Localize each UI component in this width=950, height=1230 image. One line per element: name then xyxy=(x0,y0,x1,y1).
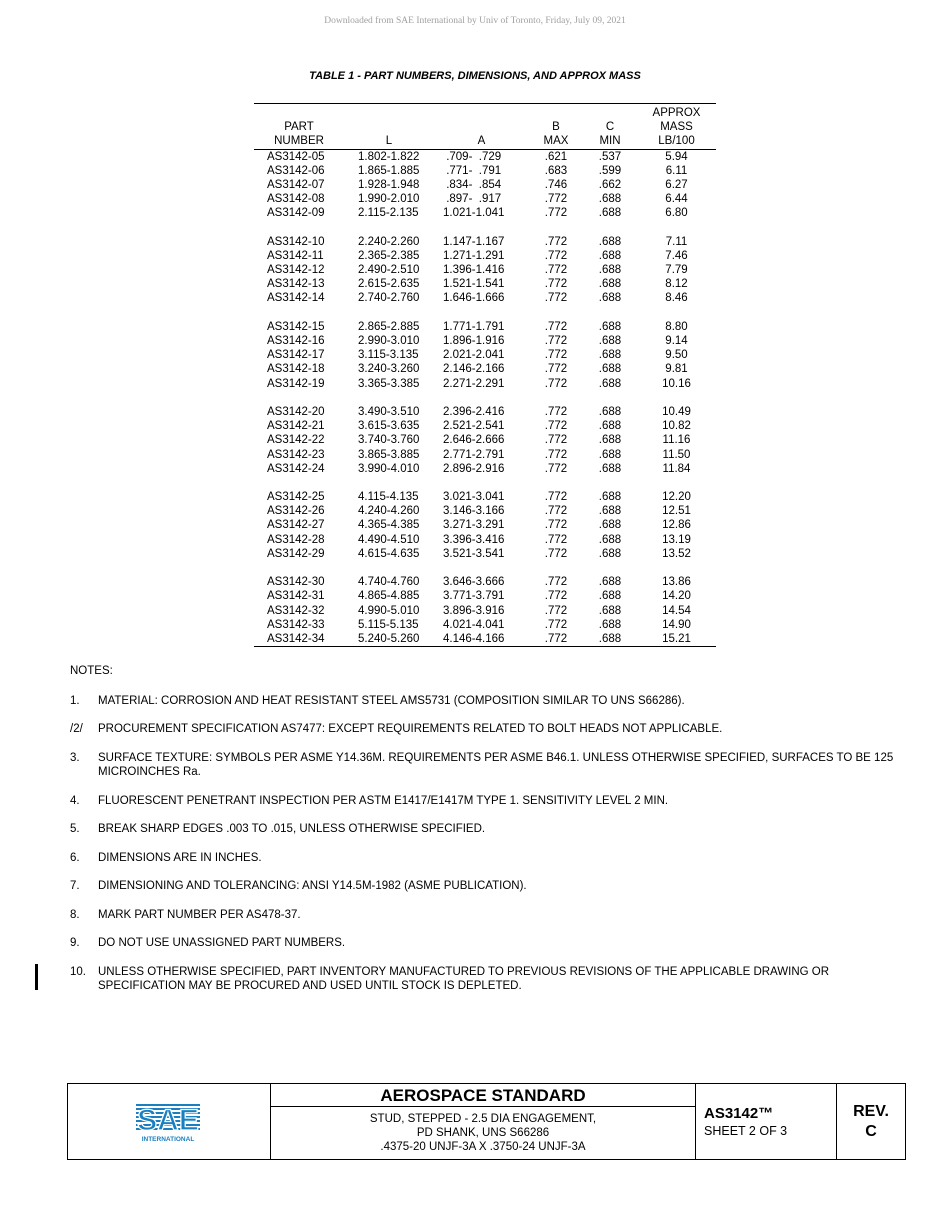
cell-a: 1.646-1.666 xyxy=(443,292,505,305)
cell-c-min: .662 xyxy=(598,178,622,191)
cell-a: 2.771-2.791 xyxy=(443,448,505,461)
cell-b-max: .772 xyxy=(544,278,568,291)
cell-approx-mass: 8.46 xyxy=(665,292,688,305)
cell-b-max: .772 xyxy=(544,491,568,504)
note-item xyxy=(70,965,900,994)
cell-part-number: AS3142-16 xyxy=(267,335,325,348)
cell-c-min: .688 xyxy=(598,462,622,475)
table-row xyxy=(254,589,716,603)
cell-c-min: .688 xyxy=(598,618,622,631)
cell-c-min: .688 xyxy=(598,249,622,262)
cell-approx-mass: 7.79 xyxy=(665,264,688,277)
note-text: DO NOT USE UNASSIGNED PART NUMBERS. xyxy=(98,937,346,949)
cell-l: 2.615-2.635 xyxy=(358,278,420,291)
note-item xyxy=(70,694,900,709)
cell-l: 3.365-3.385 xyxy=(358,377,420,390)
table-row xyxy=(254,419,716,433)
cell-l: 1.802-1.822 xyxy=(358,150,420,163)
cell-a: 2.521-2.541 xyxy=(443,420,505,433)
table-row xyxy=(254,164,716,178)
sae-logo-text: SAE xyxy=(137,1103,199,1137)
cell-part-number: AS3142-20 xyxy=(267,405,325,418)
cell-c-min: .688 xyxy=(598,363,622,376)
cell-c-min: .688 xyxy=(598,576,622,589)
cell-c-min: .688 xyxy=(598,207,622,220)
cell-b-max: .772 xyxy=(544,533,568,546)
cell-b-max: .621 xyxy=(544,150,568,163)
table-header xyxy=(254,104,716,150)
cell-a: 2.646-2.666 xyxy=(443,434,505,447)
table-row xyxy=(254,504,716,518)
cell-l: 3.240-3.260 xyxy=(358,363,420,376)
table-row xyxy=(254,206,716,220)
cell-approx-mass: 14.54 xyxy=(662,604,691,617)
cell-c-min: .688 xyxy=(598,264,622,277)
cell-a: 2.396-2.416 xyxy=(443,405,505,418)
cell-part-number: AS3142-08 xyxy=(267,193,325,206)
cell-c-min: .599 xyxy=(598,164,622,177)
cell-a: .897- .917 xyxy=(443,193,502,206)
cell-l: 1.990-2.010 xyxy=(358,193,420,206)
cell-approx-mass: 7.46 xyxy=(665,249,688,262)
cell-b-max: .772 xyxy=(544,207,568,220)
cell-c-min: .688 xyxy=(598,278,622,291)
cell-b-max: .772 xyxy=(544,349,568,362)
description-line: STUD, STEPPED - 2.5 DIA ENGAGEMENT, xyxy=(369,1113,597,1125)
header-approx-mass: APPROX MASS LB/100 xyxy=(652,107,701,148)
title-middle xyxy=(271,1084,696,1159)
cell-b-max: .772 xyxy=(544,547,568,560)
document-number: AS3142™ xyxy=(704,1105,774,1122)
table-row xyxy=(254,192,716,206)
cell-approx-mass: 6.44 xyxy=(665,193,688,206)
cell-a: 4.021-4.041 xyxy=(443,618,505,631)
sae-logo xyxy=(68,1084,271,1159)
cell-a: 1.521-1.541 xyxy=(443,278,505,291)
cell-part-number: AS3142-06 xyxy=(267,164,325,177)
standard-title: AEROSPACE STANDARD xyxy=(271,1084,695,1107)
cell-l: 4.740-4.760 xyxy=(358,576,420,589)
cell-a: 1.896-1.916 xyxy=(443,335,505,348)
cell-a: 1.147-1.167 xyxy=(443,235,505,248)
cell-b-max: .772 xyxy=(544,590,568,603)
cell-approx-mass: 11.50 xyxy=(662,448,691,461)
note-item xyxy=(70,879,900,894)
cell-l: 4.865-4.885 xyxy=(358,590,420,603)
cell-b-max: .772 xyxy=(544,377,568,390)
note-text: MARK PART NUMBER PER AS478-37. xyxy=(98,908,301,921)
cell-approx-mass: 6.11 xyxy=(665,164,688,177)
cell-b-max: .772 xyxy=(544,618,568,631)
cell-a: 3.146-3.166 xyxy=(443,505,505,518)
cell-c-min: .688 xyxy=(598,320,622,333)
cell-c-min: .688 xyxy=(598,491,622,504)
cell-l: 4.240-4.260 xyxy=(358,505,420,518)
cell-approx-mass: 11.84 xyxy=(662,462,691,475)
note-item xyxy=(70,851,900,866)
cell-l: 1.928-1.948 xyxy=(358,178,420,191)
cell-b-max: .772 xyxy=(544,505,568,518)
table-title: TABLE 1 - PART NUMBERS, DIMENSIONS, AND APPROX MASS xyxy=(309,70,641,82)
note-item xyxy=(70,908,900,923)
table-row xyxy=(254,235,716,249)
cell-part-number: AS3142-18 xyxy=(267,363,325,376)
cell-b-max: .772 xyxy=(544,576,568,589)
cell-part-number: AS3142-32 xyxy=(267,604,325,617)
cell-b-max: .772 xyxy=(544,604,568,617)
table-row xyxy=(254,263,716,277)
cell-l: 3.990-4.010 xyxy=(358,462,420,475)
cell-approx-mass: 14.90 xyxy=(662,618,691,631)
revision-change-bar xyxy=(35,964,38,990)
cell-part-number: AS3142-29 xyxy=(267,547,325,560)
cell-b-max: .772 xyxy=(544,462,568,475)
description-line: PD SHANK, UNS S66286 xyxy=(416,1127,550,1139)
cell-part-number: AS3142-28 xyxy=(267,533,325,546)
table-body xyxy=(254,150,716,647)
sae-logo-subtext: INTERNATIONAL xyxy=(141,1135,195,1143)
cell-part-number: AS3142-30 xyxy=(267,576,325,589)
cell-b-max: .772 xyxy=(544,249,568,262)
cell-part-number: AS3142-17 xyxy=(267,349,325,362)
cell-part-number: AS3142-33 xyxy=(267,618,325,631)
cell-part-number: AS3142-21 xyxy=(267,420,325,433)
table-row xyxy=(254,377,716,391)
cell-approx-mass: 6.80 xyxy=(665,207,688,220)
cell-a: 1.271-1.291 xyxy=(443,249,505,262)
cell-c-min: .688 xyxy=(598,448,622,461)
cell-part-number: AS3142-25 xyxy=(267,491,325,504)
note-number: 9. xyxy=(70,937,80,949)
cell-b-max: .772 xyxy=(544,320,568,333)
cell-l: 1.865-1.885 xyxy=(358,164,420,177)
cell-b-max: .772 xyxy=(544,448,568,461)
cell-c-min: .688 xyxy=(598,519,622,532)
sheet-number: SHEET 2 OF 3 xyxy=(704,1124,788,1138)
cell-approx-mass: 6.27 xyxy=(665,178,688,191)
table-row xyxy=(254,575,716,589)
table-row xyxy=(254,433,716,447)
title-block xyxy=(67,1083,906,1160)
cell-approx-mass: 12.51 xyxy=(662,505,691,518)
header-c-min: C MIN xyxy=(599,121,621,148)
notes-heading: NOTES: xyxy=(70,665,113,677)
table-row xyxy=(254,533,716,547)
note-item xyxy=(70,936,900,951)
cell-part-number: AS3142-34 xyxy=(267,632,325,645)
cell-part-number: AS3142-13 xyxy=(267,278,325,291)
header-a: A xyxy=(477,135,486,148)
cell-part-number: AS3142-15 xyxy=(267,320,325,333)
cell-l: 3.615-3.635 xyxy=(358,420,420,433)
group-spacer xyxy=(254,306,716,320)
cell-approx-mass: 8.80 xyxy=(665,320,688,333)
note-text: SURFACE TEXTURE: SYMBOLS PER ASME Y14.36M. REQUIREMENTS PER ASME B46.1. UNLESS OTHERWISE SPECIFIED, SURFACES TO BE 125 MICROINCHES Ra. xyxy=(98,751,894,778)
cell-a: 2.896-2.916 xyxy=(443,462,505,475)
cell-l: 2.115-2.135 xyxy=(358,207,419,220)
cell-l: 2.365-2.385 xyxy=(358,249,420,262)
cell-c-min: .688 xyxy=(598,193,622,206)
header-part-number: PART NUMBER xyxy=(274,121,324,148)
cell-c-min: .688 xyxy=(598,533,622,546)
cell-approx-mass: 13.19 xyxy=(662,533,691,546)
table-row xyxy=(254,448,716,462)
note-item xyxy=(70,751,900,780)
cell-part-number: AS3142-24 xyxy=(267,462,325,475)
cell-l: 5.115-5.135 xyxy=(358,618,419,631)
sae-logo-mark xyxy=(134,1100,204,1144)
cell-c-min: .688 xyxy=(598,434,622,447)
revision-value: C xyxy=(865,1122,877,1140)
notes-list xyxy=(70,694,900,994)
cell-a: 3.521-3.541 xyxy=(443,547,505,560)
table-row xyxy=(254,334,716,348)
table-row xyxy=(254,291,716,305)
revision-box xyxy=(837,1084,905,1159)
cell-l: 2.990-3.010 xyxy=(358,335,420,348)
cell-l: 3.865-3.885 xyxy=(358,448,420,461)
table-row xyxy=(254,405,716,419)
cell-l: 4.490-4.510 xyxy=(358,533,420,546)
note-text: BREAK SHARP EDGES .003 TO .015, UNLESS OTHERWISE SPECIFIED. xyxy=(98,823,486,835)
table-row xyxy=(254,518,716,532)
cell-part-number: AS3142-09 xyxy=(267,207,325,220)
cell-a: 3.271-3.291 xyxy=(443,519,505,532)
cell-b-max: .772 xyxy=(544,292,568,305)
cell-a: 3.396-3.416 xyxy=(443,533,505,546)
note-number: 1. xyxy=(70,694,80,707)
cell-a: 2.021-2.041 xyxy=(443,349,505,362)
cell-b-max: .772 xyxy=(544,335,568,348)
cell-c-min: .688 xyxy=(598,349,622,362)
group-spacer xyxy=(254,476,716,490)
table-row xyxy=(254,320,716,334)
table-row xyxy=(254,632,716,646)
cell-part-number: AS3142-12 xyxy=(267,264,325,277)
cell-a: 3.646-3.666 xyxy=(443,576,505,589)
note-number: 4. xyxy=(70,794,80,807)
cell-part-number: AS3142-31 xyxy=(267,590,325,603)
table-row xyxy=(254,462,716,476)
cell-c-min: .688 xyxy=(598,405,622,418)
cell-part-number: AS3142-22 xyxy=(267,434,325,447)
table-row xyxy=(254,490,716,504)
cell-l: 4.365-4.385 xyxy=(358,519,420,532)
notes-section xyxy=(70,664,900,1008)
table-row xyxy=(254,362,716,376)
header-b-max: B MAX xyxy=(543,121,569,148)
table-row xyxy=(254,618,716,632)
cell-a: 1.021-1.041 xyxy=(443,207,505,220)
cell-c-min: .688 xyxy=(598,547,622,560)
cell-b-max: .772 xyxy=(544,519,568,532)
cell-approx-mass: 7.11 xyxy=(665,235,688,248)
cell-l: 2.240-2.260 xyxy=(358,235,420,248)
cell-c-min: .688 xyxy=(598,377,622,390)
cell-l: 2.490-2.510 xyxy=(358,264,420,277)
cell-a: 4.146-4.166 xyxy=(443,632,505,645)
description-line: .4375-20 UNJF-3A X .3750-24 UNJF-3A xyxy=(380,1141,586,1153)
cell-part-number: AS3142-14 xyxy=(267,292,325,305)
table-row xyxy=(254,249,716,263)
cell-b-max: .683 xyxy=(544,164,568,177)
cell-c-min: .688 xyxy=(598,235,622,248)
cell-approx-mass: 9.81 xyxy=(665,363,688,376)
cell-l: 4.990-5.010 xyxy=(358,604,420,617)
cell-approx-mass: 12.86 xyxy=(662,519,691,532)
cell-l: 4.615-4.635 xyxy=(358,547,420,560)
cell-approx-mass: 10.82 xyxy=(662,420,691,433)
cell-c-min: .688 xyxy=(598,604,622,617)
cell-a: 3.771-3.791 xyxy=(443,590,505,603)
cell-a: 2.271-2.291 xyxy=(443,377,505,390)
cell-b-max: .772 xyxy=(544,632,568,645)
note-text: UNLESS OTHERWISE SPECIFIED, PART INVENTORY MANUFACTURED TO PREVIOUS REVISIONS OF THE APPLICABLE DRAWING OR SPECIFICATION MAY BE PROCURED AND USED UNTIL STOCK IS DEPLETED. xyxy=(98,965,830,992)
cell-l: 3.740-3.760 xyxy=(358,434,420,447)
note-number: /2/ xyxy=(70,723,83,735)
note-text: DIMENSIONS ARE IN INCHES. xyxy=(98,851,262,864)
cell-approx-mass: 13.86 xyxy=(662,576,691,589)
note-number: 6. xyxy=(70,851,80,864)
note-text: DIMENSIONING AND TOLERANCING: ANSI Y14.5M-1982 (ASME PUBLICATION). xyxy=(98,880,527,892)
table-row xyxy=(254,150,716,164)
cell-l: 2.740-2.760 xyxy=(358,292,420,305)
document-id xyxy=(696,1084,837,1159)
download-note: Downloaded from SAE International by Univ of Toronto, Friday, July 09, 2021 xyxy=(324,16,626,26)
cell-approx-mass: 5.94 xyxy=(665,150,688,163)
table-row xyxy=(254,547,716,561)
cell-c-min: .688 xyxy=(598,632,622,645)
cell-c-min: .537 xyxy=(598,150,622,163)
cell-b-max: .772 xyxy=(544,193,568,206)
cell-approx-mass: 15.21 xyxy=(662,632,691,645)
note-item xyxy=(70,722,900,737)
cell-l: 4.115-4.135 xyxy=(358,491,419,504)
cell-c-min: .688 xyxy=(598,335,622,348)
note-number: 5. xyxy=(70,823,80,835)
note-number: 3. xyxy=(70,751,80,764)
note-number: 10. xyxy=(70,965,86,978)
cell-b-max: .746 xyxy=(544,178,568,191)
cell-a: 2.146-2.166 xyxy=(443,363,505,376)
cell-l: 5.240-5.260 xyxy=(358,632,420,645)
cell-approx-mass: 9.14 xyxy=(665,335,688,348)
cell-a: .709- .729 xyxy=(443,150,502,163)
revision-label: REV. xyxy=(853,1102,889,1120)
cell-a: 1.396-1.416 xyxy=(443,264,505,277)
cell-a: 1.771-1.791 xyxy=(443,320,505,333)
table-row xyxy=(254,178,716,192)
cell-part-number: AS3142-27 xyxy=(267,519,325,532)
cell-l: 2.865-2.885 xyxy=(358,320,420,333)
cell-a: 3.021-3.041 xyxy=(443,491,505,504)
cell-l: 3.115-3.135 xyxy=(358,349,419,362)
cell-b-max: .772 xyxy=(544,405,568,418)
cell-approx-mass: 12.20 xyxy=(662,491,691,504)
note-text: FLUORESCENT PENETRANT INSPECTION PER ASTM E1417/E1417M TYPE 1. SENSITIVITY LEVEL 2 MIN. xyxy=(98,794,669,807)
group-spacer xyxy=(254,561,716,575)
cell-part-number: AS3142-07 xyxy=(267,178,325,191)
cell-a: .771- .791 xyxy=(443,164,502,177)
cell-part-number: AS3142-05 xyxy=(267,150,325,163)
cell-part-number: AS3142-10 xyxy=(267,235,325,248)
cell-b-max: .772 xyxy=(544,363,568,376)
group-spacer xyxy=(254,391,716,405)
cell-c-min: .688 xyxy=(598,505,622,518)
cell-c-min: .688 xyxy=(598,292,622,305)
note-item xyxy=(70,822,900,837)
note-number: 7. xyxy=(70,880,80,892)
note-text: MATERIAL: CORROSION AND HEAT RESISTANT STEEL AMS5731 (COMPOSITION SIMILAR TO UNS S66286). xyxy=(98,694,685,707)
cell-approx-mass: 10.49 xyxy=(662,405,691,418)
cell-c-min: .688 xyxy=(598,420,622,433)
cell-approx-mass: 14.20 xyxy=(662,590,691,603)
table-row xyxy=(254,277,716,291)
cell-approx-mass: 11.16 xyxy=(662,434,691,447)
table-row xyxy=(254,348,716,362)
cell-approx-mass: 13.52 xyxy=(662,547,691,560)
part-description xyxy=(271,1107,695,1159)
parts-table xyxy=(254,103,716,647)
note-number: 8. xyxy=(70,908,80,921)
cell-part-number: AS3142-23 xyxy=(267,448,325,461)
cell-l: 3.490-3.510 xyxy=(358,405,420,418)
cell-b-max: .772 xyxy=(544,264,568,277)
cell-b-max: .772 xyxy=(544,434,568,447)
cell-part-number: AS3142-19 xyxy=(267,377,325,390)
cell-a: 3.896-3.916 xyxy=(443,604,505,617)
cell-approx-mass: 10.16 xyxy=(662,377,691,390)
cell-approx-mass: 8.12 xyxy=(665,278,688,291)
cell-c-min: .688 xyxy=(598,590,622,603)
table-row xyxy=(254,604,716,618)
header-l: L xyxy=(385,135,393,148)
cell-part-number: AS3142-11 xyxy=(267,249,324,262)
note-text: PROCUREMENT SPECIFICATION AS7477: EXCEPT REQUIREMENTS RELATED TO BOLT HEADS NOT APPLICABLE. xyxy=(98,723,723,735)
cell-part-number: AS3142-26 xyxy=(267,505,325,518)
note-item xyxy=(70,794,900,809)
group-spacer xyxy=(254,221,716,235)
cell-b-max: .772 xyxy=(544,420,568,433)
cell-approx-mass: 9.50 xyxy=(665,349,688,362)
cell-a: .834- .854 xyxy=(443,178,502,191)
cell-b-max: .772 xyxy=(544,235,568,248)
